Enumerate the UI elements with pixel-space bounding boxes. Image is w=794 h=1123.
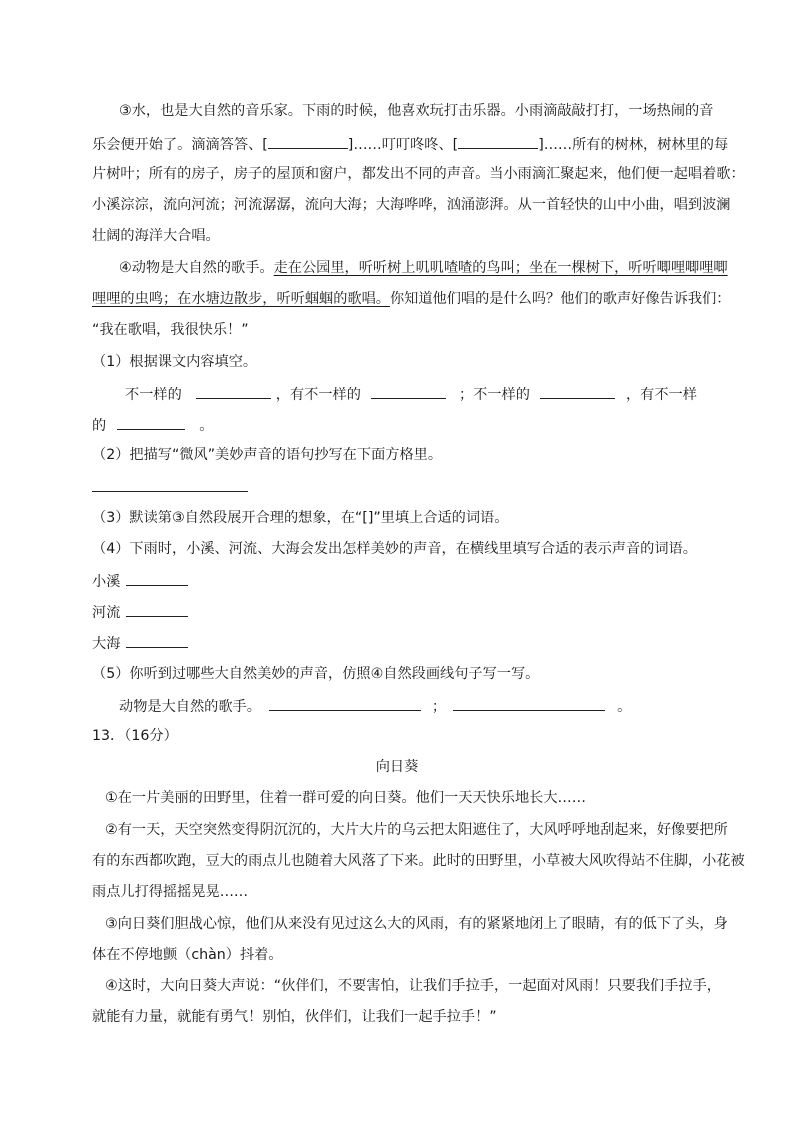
q13-para3-line2: 体在不停地颤（chàn）抖着。	[92, 947, 283, 963]
q5-label: （5）你听到过哪些大自然美妙的声音，仿照④自然段画线句子写一写。	[92, 666, 540, 682]
q1-label: （1）根据课文内容填空。	[92, 354, 258, 370]
q1-blank-1[interactable]	[196, 383, 271, 399]
q2-answer-line[interactable]	[92, 491, 248, 492]
q1-end-mark: 。	[199, 418, 214, 434]
q1-blank-2[interactable]	[371, 383, 446, 399]
q1-blank-4[interactable]	[117, 414, 185, 430]
q13-para2-line3: 雨点儿打得摇摇晃晃……	[92, 884, 249, 900]
q4-item-creek	[92, 570, 188, 592]
q5-blank-2[interactable]	[453, 695, 605, 711]
q4-item-sea	[92, 632, 188, 654]
para4-intro: ④动物是大自然的歌手。	[119, 260, 274, 276]
q1-part-3: ；不一样的	[458, 387, 530, 403]
para4-underlined-2: 哩哩的虫鸣；在水塘边散步，听听蝈蝈的歌唱。	[92, 291, 390, 307]
q13-para3-line1: ③向日葵们胆战心惊，他们从来没有见过这么大的风雨，有的紧紧地闭上了眼睛，有的低下了头，身	[105, 916, 728, 932]
q5-prompt: 动物是大自然的歌手。	[119, 699, 261, 715]
q13-title: 向日葵	[375, 759, 419, 775]
q4-item-river	[92, 601, 188, 623]
para4-line3: “我在歌唱，我很快乐！”	[92, 322, 249, 338]
para3-line2	[92, 133, 728, 155]
q1-fill-line1	[125, 383, 697, 405]
q5-blank-1[interactable]	[269, 695, 421, 711]
para3-line3: 片树叶；所有的房子，房子的屋顶和窗户，都发出不同的声音。当小雨滴汇聚起来，他们便一起唱着歌：	[92, 166, 745, 182]
q4-item-label: 小溪	[92, 574, 121, 590]
bracket-blank-2[interactable]	[458, 133, 538, 149]
q13-para4-line1: ④这时，大向日葵大声说：“伙伴们，不要害怕，让我们手拉手，一起面对风雨！只要我们手拉手，	[105, 978, 721, 994]
q1-blank-3[interactable]	[540, 383, 615, 399]
q13-para1: ①在一片美丽的田野里，住着一群可爱的向日葵。他们一天天快乐地长大……	[105, 790, 586, 806]
q13-para2-line1: ②有一天，天空突然变得阴沉沉的，大片大片的乌云把太阳遮住了，大风呼呼地刮起来，好像要把所	[105, 822, 728, 838]
q13-para4-line2: 就能有力量，就能有勇气！别怕，伙伴们，让我们一起手拉手！”	[92, 1009, 497, 1025]
q5-end-mark: 。	[617, 699, 632, 715]
q5-fill-line	[119, 695, 631, 717]
q1-part-4: ，有不一样	[625, 387, 697, 403]
q1-part-5: 的	[92, 418, 107, 434]
q2-label: （2）把描写“微风”美妙声音的语句抄写在下面方格里。	[92, 447, 443, 463]
para4-line2	[92, 289, 730, 309]
para4-underlined-1: 走在公园里，听听树上叽叽喳喳的鸟叫；坐在一棵树下，听听唧哩唧哩唧	[273, 260, 728, 276]
q13-header: 13．（16分）	[92, 728, 178, 744]
para3-line5: 壮阔的海洋大合唱。	[92, 228, 220, 244]
para4-question: 你知道他们唱的是什么吗？他们的歌声好像告诉我们：	[389, 291, 731, 307]
para3-line2-text-c: ]……所有的树林，树林里的每	[538, 137, 729, 153]
q1-part-1: 不一样的	[125, 387, 182, 403]
para4-line1	[119, 258, 728, 278]
para3-line2-text-a: 乐会便开始了。滴滴答答、[	[92, 137, 268, 153]
para3-line1: ③水，也是大自然的音乐家。下雨的时候，他喜欢玩打击乐器。小雨滴敲敲打打，一场热闹的音	[119, 103, 714, 119]
q1-part-2: ，有不一样的	[275, 387, 361, 403]
q4-item-label: 大海	[92, 636, 121, 652]
q1-fill-line2	[92, 414, 213, 436]
q3-label: （3）默读第③自然段展开合理的想象，在“[]”里填上合适的词语。	[92, 510, 509, 526]
q13-para2-line2: 有的东西都吹跑，豆大的雨点儿也随着大风落了下来。此时的田野里，小草被大风吹得站不住脚，小花被	[92, 853, 745, 869]
q4-blank-river[interactable]	[126, 601, 188, 617]
q4-label: （4）下雨时，小溪、河流、大海会发出怎样美妙的声音，在横线里填写合适的表示声音的词语。	[92, 541, 697, 557]
para3-line2-text-b: ]……叮叮咚咚、[	[347, 137, 459, 153]
para3-line4: 小溪淙淙，流向河流；河流潺潺，流向大海；大海哗哗，汹涌澎湃。从一首轻快的山中小曲，唱到波澜	[92, 197, 731, 213]
q4-blank-sea[interactable]	[126, 632, 188, 648]
q4-blank-creek[interactable]	[126, 570, 188, 586]
q5-separator: ；	[431, 699, 447, 715]
bracket-blank-1[interactable]	[268, 133, 348, 149]
q4-item-label: 河流	[92, 605, 121, 621]
